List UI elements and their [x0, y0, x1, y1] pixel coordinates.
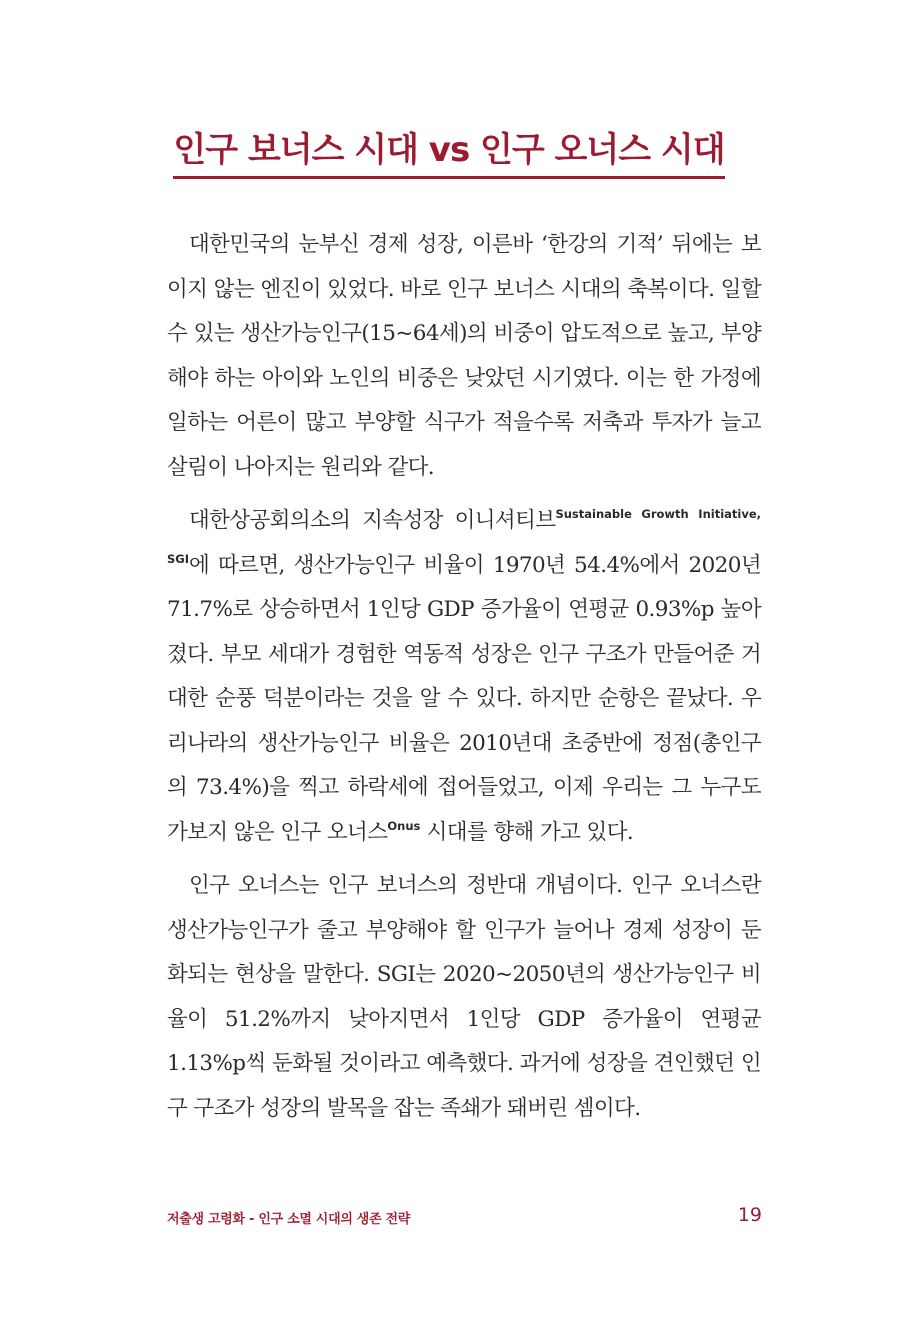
footer-book-title: 저출생 고령화 - 인구 소멸 시대의 생존 전략 — [167, 1212, 411, 1227]
paragraph-2-part-b: 에 따르면, 생산가능인구 비율이 1970년 54.4%에서 2020년 71.7%로 상승하면서 1인당 GDP 증가율이 연평균 0.93%p 높아졌다. 부모 세대가 경험한 역동적 성장은 인구 구조가 만들어준 거대한 순풍 덕분이라는 것을 알 수 있다. 하지만 순항은 끝났다. 우리나라의 생산가능인구 비율은 2010년대 초중반에 정점(총인구의 73.4%)을 찍고 하락세에 접어들었고, 이제 우리는 그 누구도 가보지 않은 인구 오너스 — [167, 552, 761, 845]
page-title: 인구 보너스 시대 vs 인구 오너스 시대 — [173, 128, 724, 179]
paragraph-1: 대한민국의 눈부신 경제 성장, 이른바 ‘한강의 기적’ 뒤에는 보이지 않는 엔진이 있었다. 바로 인구 보너스 시대의 축복이다. 일할 수 있는 생산가능인구(15~64세)의 비중이 압도적으로 높고, 부양해야 하는 아이와 노인의 비중은 낮았던 시기였다. 이는 한 가정에 일하는 어른이 많고 부양할 식구가 적을수록 저축과 투자가 늘고 살림이 나아지는 원리와 같다. — [167, 232, 761, 480]
onus-english-gloss: Onus — [387, 818, 421, 833]
sgi-english-gloss: Sustainable Growth Initiative, SGI — [167, 507, 761, 566]
paragraph-3: 인구 오너스는 인구 보너스의 정반대 개념이다. 인구 오너스란 생산가능인구가 줄고 부양해야 할 인구가 늘어나 경제 성장이 둔화되는 현상을 말한다. SGI는 2020~2050년의 생산가능인구 비율이 51.2%까지 낮아지면서 1인당 GDP 증가율이 연평균 1.13%p씩 둔화될 것이라고 예측했다. 과거에 성장을 견인했던 인구 구조가 성장의 발목을 잡는 족쇄가 돼버린 셈이다. — [167, 873, 761, 1121]
paragraph-2 — [167, 499, 761, 855]
title-container — [0, 128, 898, 179]
body-text — [167, 223, 761, 1140]
paragraph-2-part-a: 대한상공회의소의 지속성장 이니셔티브 — [189, 508, 556, 533]
paragraph-2-part-c: 시대를 향해 가고 있다. — [420, 819, 634, 845]
page-number: 19 — [737, 1204, 762, 1226]
